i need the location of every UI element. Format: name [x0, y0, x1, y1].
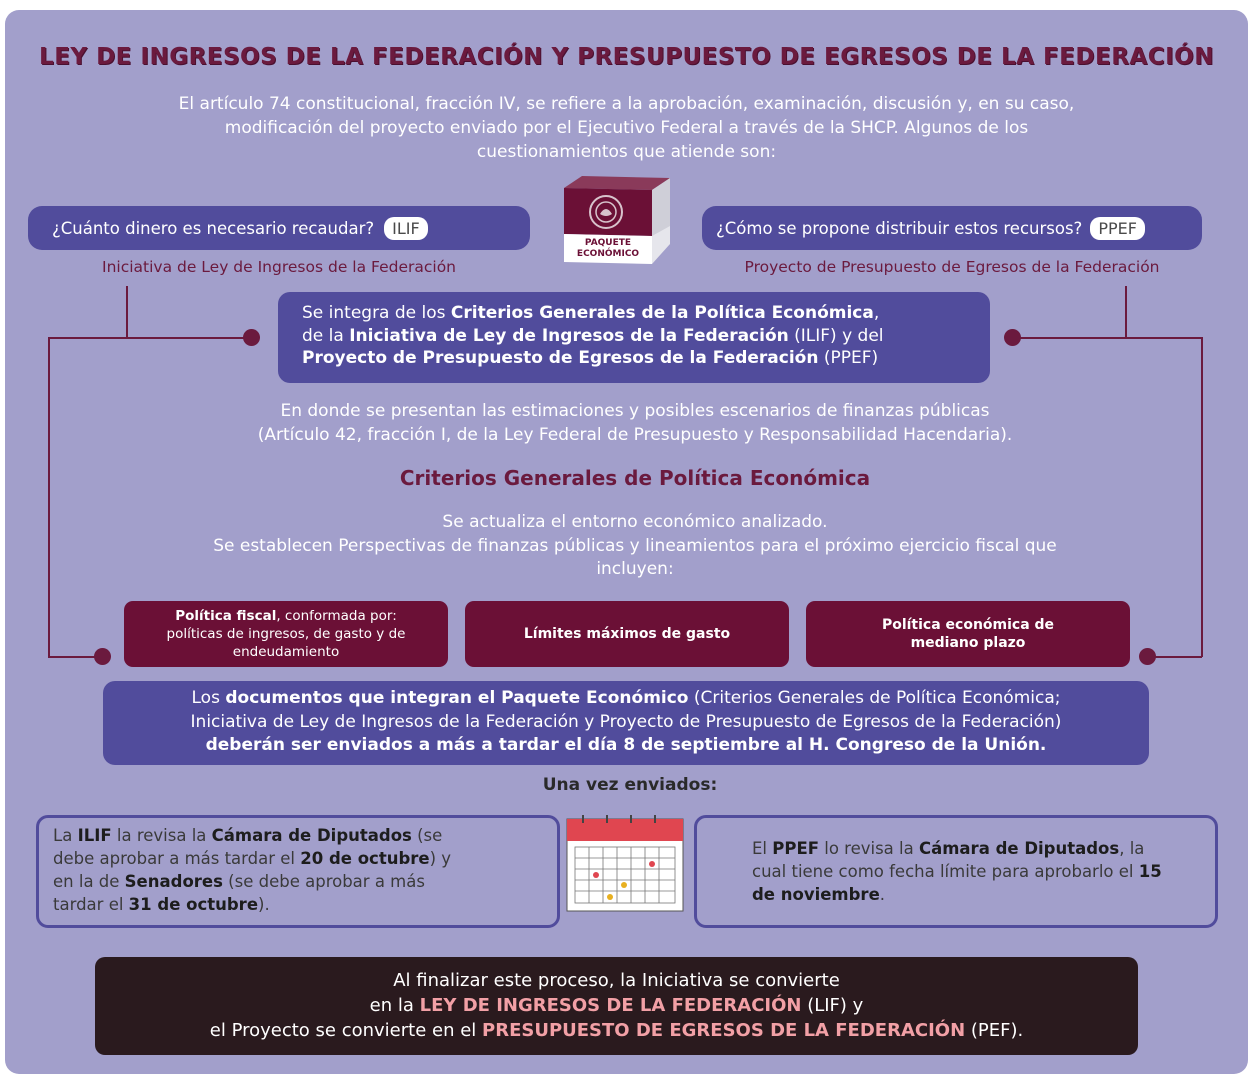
card-text: mediano plazo	[910, 635, 1026, 651]
question-ilif-box	[28, 206, 530, 250]
ilif-text: en la de	[53, 872, 125, 891]
ilif-text: La	[53, 826, 78, 845]
ilif-bold: ILIF	[77, 826, 112, 845]
documentos-bold: deberán ser enviados a más a tardar el día 8 de septiembre al H. Congreso de la Unión.	[205, 735, 1047, 755]
integra-bold: Proyecto de Presupuesto de Egresos de la Federación	[302, 348, 819, 368]
connector-line	[1201, 337, 1203, 657]
ilif-bold: Senadores	[124, 872, 223, 891]
ilif-text: la revisa la	[111, 826, 212, 845]
ilif-bold: Cámara de Diputados	[211, 826, 412, 845]
final-text: (LIF) y	[801, 995, 864, 1016]
ilif-label: Iniciativa de Ley de Ingresos de la Federación	[102, 258, 456, 276]
final-box	[95, 957, 1138, 1055]
ilif-review-box	[36, 815, 560, 928]
final-highlight: LEY DE INGRESOS DE LA FEDERACIÓN	[419, 995, 802, 1016]
ppef-text: lo revisa la	[819, 839, 919, 858]
card-text: , conformada por:	[276, 608, 397, 624]
ppef-text: El	[752, 839, 773, 858]
ilif-pill: ILIF	[384, 217, 428, 240]
ppef-label: Proyecto de Presupuesto de Egresos de la Federación	[744, 258, 1160, 276]
ilif-text: (se debe aprobar a más	[222, 872, 425, 891]
documentos-bold: documentos que integran el Paquete Económico	[225, 688, 689, 708]
criterios-line: incluyen:	[596, 559, 674, 579]
integra-text: Se integra de los	[302, 303, 451, 323]
final-text: Al finalizar este proceso, la Iniciativa se convierte	[393, 970, 840, 991]
connector-line	[48, 656, 98, 658]
calendar-icon	[563, 813, 687, 913]
connector-dot	[1139, 648, 1156, 665]
card-politica-fiscal	[124, 601, 448, 667]
connector-line	[1152, 656, 1202, 658]
card-text: Política económica de	[881, 617, 1055, 633]
integra-text: ,	[873, 303, 880, 323]
connector-dot	[243, 329, 260, 346]
ppef-text: cual tiene como fecha límite para aprobarlo el	[752, 862, 1139, 881]
ppef-bold: 15	[1138, 862, 1162, 881]
card-politica-economica	[806, 601, 1130, 667]
connector-line	[48, 337, 244, 339]
connector-dot	[1004, 329, 1021, 346]
ilif-text: (se	[411, 826, 443, 845]
final-text: (PEF).	[965, 1020, 1024, 1041]
documentos-box	[103, 681, 1149, 765]
integra-text: (PPEF)	[818, 348, 879, 368]
estimaciones-line: (Artículo 42, fracción I, de la Ley Federal de Presupuesto y Responsabilidad Hacendaria).	[257, 425, 1013, 445]
question-ppef-text: ¿Cómo se propone distribuir estos recursos?	[716, 218, 1083, 238]
connector-line	[126, 286, 128, 338]
connector-line	[1010, 337, 1202, 339]
question-ppef-box	[702, 206, 1202, 250]
card-bold: Política fiscal	[175, 608, 277, 624]
ppef-review-box	[694, 815, 1218, 928]
ilif-bold: 31 de octubre	[128, 895, 259, 914]
final-text: en la	[369, 995, 420, 1016]
intro-line: El artículo 74 constitucional, fracción IV, se refiere a la aprobación, examinación, discusión y, en su caso,	[178, 94, 1075, 114]
ppef-text: , la	[1119, 839, 1145, 858]
criterios-text	[0, 511, 1253, 582]
ilif-bold: 20 de octubre	[300, 849, 430, 868]
card-text: endeudamiento	[232, 644, 340, 660]
integra-box	[278, 292, 990, 383]
question-ilif-text: ¿Cuánto dinero es necesario recaudar?	[52, 218, 375, 238]
ppef-text: .	[879, 885, 886, 904]
documentos-text: Iniciativa de Ley de Ingresos de la Federación y Proyecto de Presupuesto de Egresos de la Federación)	[190, 711, 1062, 732]
criterios-line: Se actualiza el entorno económico analizado.	[442, 512, 828, 532]
integra-bold: Criterios Generales de la Política Económica	[450, 303, 874, 323]
card-text: Límites máximos de gasto	[523, 626, 731, 642]
card-text: políticas de ingresos, de gasto y de	[166, 626, 406, 642]
documentos-text: (Criterios Generales de Política Económica;	[688, 688, 1061, 708]
ppef-bold: Cámara de Diputados	[918, 839, 1120, 858]
package-label: ECONÓMICO	[576, 249, 640, 259]
integra-text: de la	[302, 325, 350, 346]
package-box-icon	[560, 174, 676, 266]
package-label: PAQUETE	[584, 238, 632, 248]
intro-line: cuestionamientos que atiende son:	[476, 142, 777, 162]
intro-line: modificación del proyecto enviado por el Ejecutivo Federal a través de la SHCP. Algunos de los	[224, 118, 1029, 138]
integra-text: (ILIF) y del	[788, 325, 884, 346]
connector-dot	[94, 648, 111, 665]
ilif-text: ).	[258, 895, 270, 914]
card-limites-gasto	[465, 601, 789, 667]
connector-line	[48, 337, 50, 657]
ilif-text: ) y	[429, 849, 452, 868]
una-vez-heading: Una vez enviados:	[542, 775, 718, 795]
integra-bold: Iniciativa de Ley de Ingresos de la Federación	[349, 325, 789, 346]
connector-line	[1125, 286, 1127, 338]
ppef-bold: de noviembre	[752, 885, 880, 904]
ilif-text: debe aprobar a más tardar el	[53, 849, 301, 868]
estimaciones-text	[0, 399, 1253, 447]
criterios-heading: Criterios Generales de Política Económica	[399, 466, 871, 490]
page-title: LEY DE INGRESOS DE LA FEDERACIÓN Y PRESUPUESTO DE EGRESOS DE LA FEDERACIÓN	[39, 44, 1214, 70]
estimaciones-line: En donde se presentan las estimaciones y posibles escenarios de finanzas públicas	[280, 401, 990, 421]
intro-text	[80, 92, 1173, 164]
ppef-pill: PPEF	[1090, 217, 1145, 240]
final-text: el Proyecto se convierte en el	[209, 1020, 483, 1041]
final-highlight: PRESUPUESTO DE EGRESOS DE LA FEDERACIÓN	[482, 1020, 966, 1041]
criterios-line: Se establecen Perspectivas de finanzas públicas y lineamientos para el próximo ejercicio fiscal que	[213, 535, 1057, 556]
ilif-text: tardar el	[53, 895, 129, 914]
documentos-text: Los	[191, 688, 226, 708]
ppef-bold: PPEF	[772, 839, 819, 858]
